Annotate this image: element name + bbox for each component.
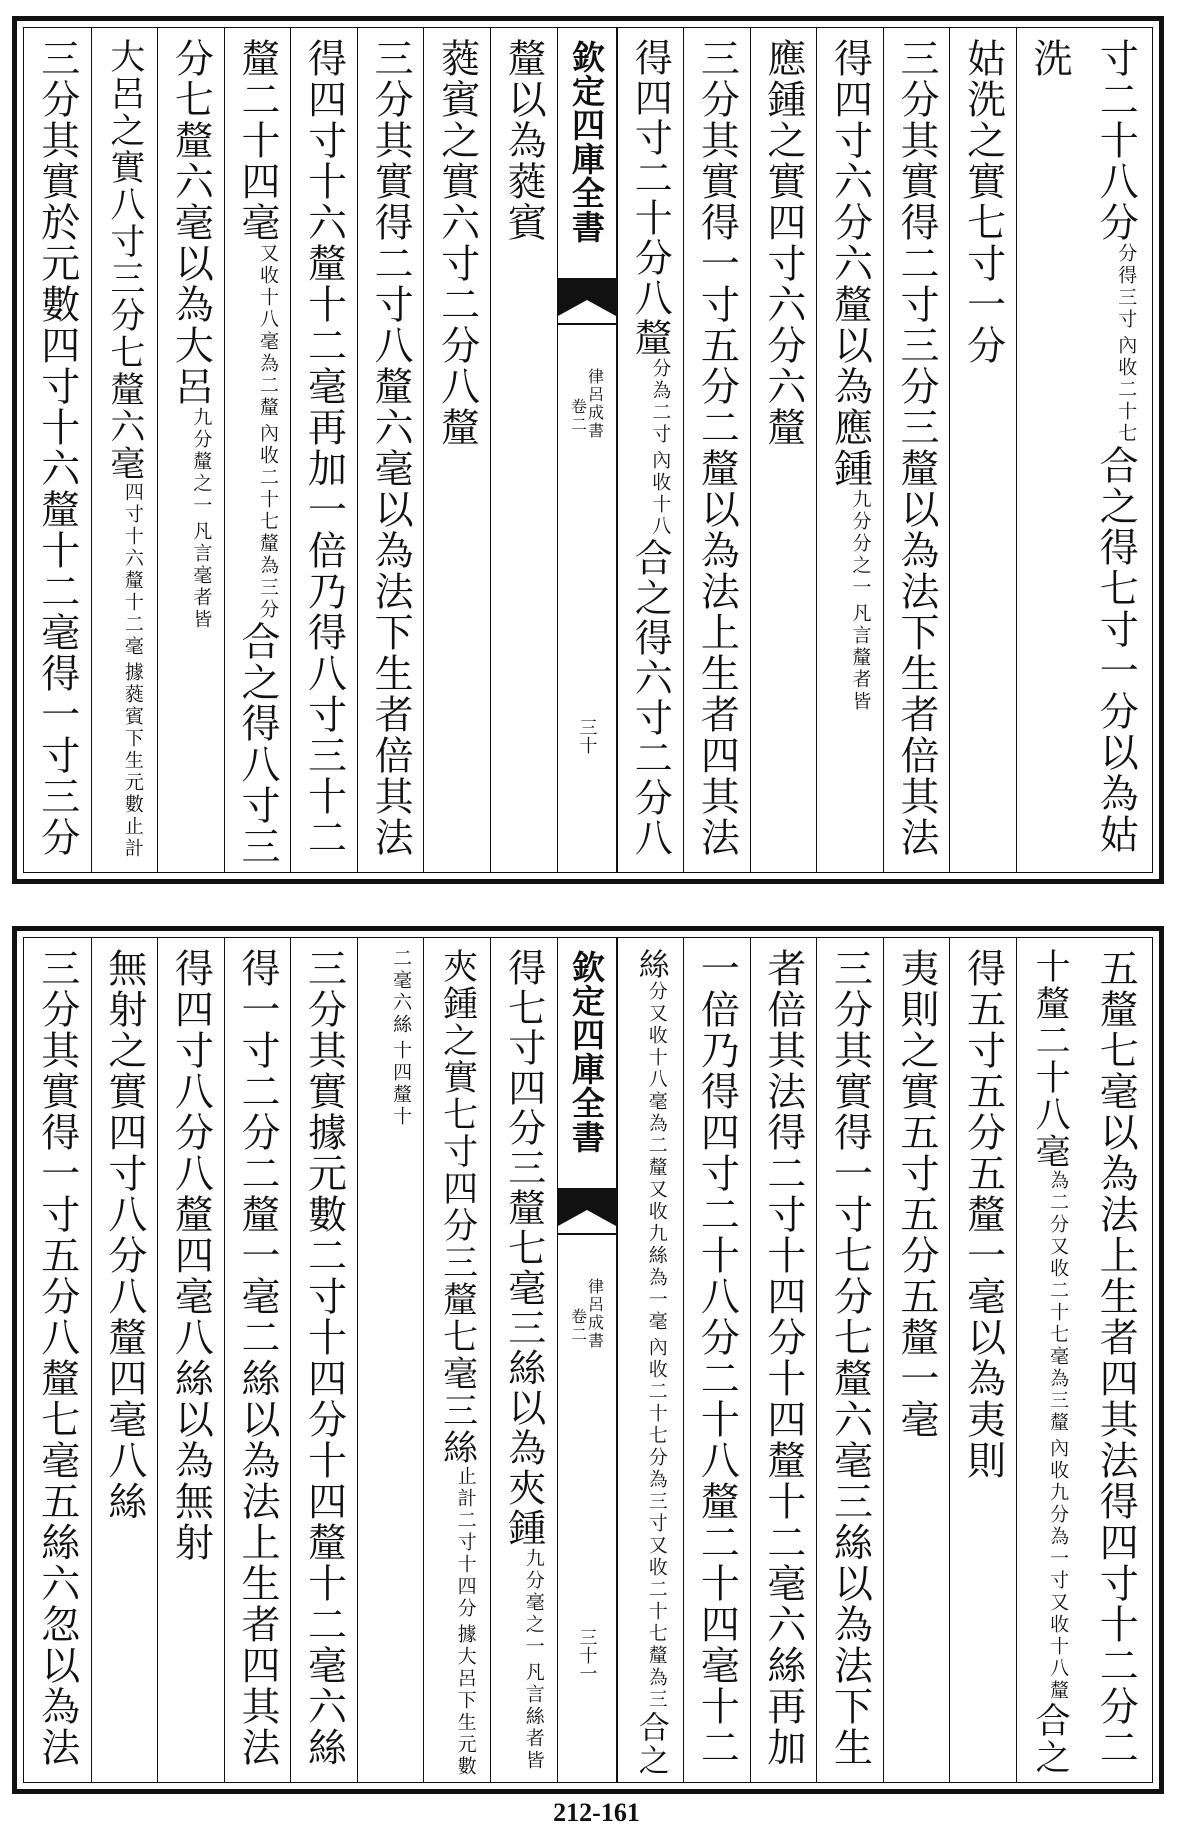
- note-line: 九分釐之一: [190, 407, 213, 517]
- note-line: 凡言毫者皆: [190, 521, 213, 631]
- text-column: [423, 28, 490, 872]
- text-column: [1082, 938, 1149, 1782]
- note-line: 分得三寸: [1115, 243, 1138, 331]
- note-line: 據大呂下生元數: [454, 1624, 477, 1778]
- interlinear-note: [524, 1548, 543, 1772]
- book-title: 欽定四庫全書: [567, 40, 606, 244]
- main-text: 三分其實得二寸八釐六毫以為法下生者倍其法: [368, 38, 414, 858]
- column-text: [760, 38, 806, 448]
- column-text: [34, 948, 80, 1768]
- bottom-page-frame: [23, 937, 1153, 1783]
- book-title: 欽定四庫全書: [567, 950, 606, 1154]
- volume-label: 卷二: [568, 1308, 588, 1344]
- column-text: [760, 948, 806, 1768]
- column-text: [101, 948, 147, 1522]
- column-text: [1027, 38, 1073, 79]
- text-column: [883, 28, 950, 872]
- column-text: [960, 948, 1006, 1481]
- main-text: 釐二十四毫: [234, 38, 280, 243]
- leaf-number: 三十一: [576, 1628, 598, 1682]
- note-line: 為二分又收二十七毫為三釐: [1047, 1170, 1070, 1434]
- main-text: 得四寸六分六釐以為應鍾: [827, 38, 873, 489]
- main-text-continued: 合之: [1030, 1702, 1071, 1776]
- center-margin-column: [557, 938, 617, 1782]
- note-line: 內收二十七分為三寸又收二十七釐為三: [645, 1337, 668, 1711]
- text-column: [91, 938, 158, 1782]
- text-column: [91, 28, 158, 872]
- column-text: [168, 38, 214, 631]
- interlinear-note: [1115, 243, 1138, 445]
- column-text: [827, 948, 873, 1768]
- note-line: 凡言絲者皆: [522, 1662, 545, 1772]
- column-text: [827, 38, 873, 713]
- fishtail-mark-icon: [558, 278, 616, 328]
- main-text: 三分其實得一寸五分八釐七毫五絲六忽以為法: [34, 948, 80, 1768]
- center-margin-column: [557, 28, 617, 872]
- note-line: 止計二寸十四分: [454, 1466, 477, 1620]
- text-column: [157, 28, 224, 872]
- book-name: 律呂成書: [585, 1278, 605, 1350]
- text-column: [224, 938, 291, 1782]
- column-text: [234, 38, 280, 867]
- text-column: [750, 28, 817, 872]
- text-column: [1016, 938, 1083, 1782]
- text-column: [290, 938, 357, 1782]
- column-text: [894, 948, 940, 1440]
- main-text: 三分其實於元數四寸十六釐十二毫得一寸三分: [34, 38, 80, 858]
- main-text: 姑洗之實七寸一分: [960, 38, 1006, 366]
- main-text: 得五寸五分五釐一毫以為夷則: [960, 948, 1006, 1481]
- fishtail-mark-icon: [558, 1188, 616, 1238]
- interlinear-note: [649, 358, 672, 538]
- top-page-panel: [12, 16, 1164, 884]
- text-column: [1016, 28, 1083, 872]
- text-column: [1082, 28, 1149, 872]
- text-column: [224, 28, 291, 872]
- interlinear-note: [258, 243, 277, 621]
- interlinear-note: [123, 482, 142, 860]
- main-text: 十釐二十八毫: [1030, 948, 1071, 1170]
- column-text: [628, 38, 673, 858]
- column-text: [301, 948, 347, 1768]
- text-column: [816, 938, 883, 1782]
- main-text: 五釐七毫以為法上生者四其法得四寸十二分二: [1093, 948, 1139, 1768]
- text-column: [490, 938, 557, 1782]
- leaf-number: 三十: [576, 718, 598, 754]
- text-column: [883, 938, 950, 1782]
- column-text: [632, 948, 669, 1777]
- text-column: [617, 28, 684, 872]
- main-text-continued: 合之得八寸三: [234, 621, 280, 867]
- text-column: [683, 938, 750, 1782]
- note-line: 四寸十六釐十二毫: [121, 482, 144, 658]
- main-text-continued: 合之得六寸二分八: [628, 538, 673, 858]
- column-text: [371, 948, 413, 1128]
- column-text: [168, 948, 214, 1563]
- interlinear-note: [190, 407, 213, 631]
- note-line: 內收二十七釐為三分: [256, 423, 279, 621]
- note-line: 二毫六絲: [390, 948, 413, 1036]
- main-text: 夷則之實五寸五分五釐一毫: [894, 948, 940, 1440]
- note-line: 內收九分為一寸又收十八釐: [1047, 1438, 1070, 1702]
- text-column: [157, 938, 224, 1782]
- main-text: 分七釐六毫以為大呂: [168, 38, 214, 407]
- main-text: 得四寸十六釐十二毫再加一倍乃得八寸三十二: [301, 38, 347, 858]
- interlinear-note: [647, 981, 666, 1711]
- text-column: [816, 28, 883, 872]
- main-text: 者倍其法得二寸十四分十四釐十二毫六絲再加: [760, 948, 806, 1768]
- main-text: 得七寸四分三釐七毫三絲以為夾鍾: [501, 948, 546, 1548]
- note-line: 內收二十七: [1115, 335, 1138, 445]
- column-text: [234, 948, 280, 1768]
- column-text: [104, 38, 145, 860]
- text-column: [24, 938, 91, 1782]
- main-text: 三分其實據元數二寸十四分十四釐十二毫六絲: [301, 948, 347, 1768]
- column-text: [694, 948, 740, 1768]
- text-column: [617, 938, 684, 1782]
- main-text: 洗: [1027, 38, 1073, 79]
- text-column: [423, 938, 490, 1782]
- column-text: [1030, 948, 1071, 1776]
- note-line: 據蕤賓下生元數止計: [121, 662, 144, 860]
- interlinear-note: [1047, 1170, 1070, 1702]
- note-line: 分為二寸: [649, 358, 672, 446]
- column-text: [434, 38, 480, 448]
- main-text: 無射之實四寸八分八釐四毫八絲: [101, 948, 147, 1522]
- note-line: 凡言釐者皆: [849, 603, 872, 713]
- page-number: 212-161: [553, 1798, 640, 1827]
- text-column: [949, 28, 1016, 872]
- text-column: [290, 28, 357, 872]
- note-line: 十四釐十: [390, 1040, 413, 1128]
- text-column: [750, 938, 817, 1782]
- main-text: 應鍾之實四寸六分六釐: [760, 38, 806, 448]
- volume-label: 卷二: [568, 398, 588, 434]
- main-text: 得四寸二十分八釐: [628, 38, 673, 358]
- text-column: [683, 28, 750, 872]
- interlinear-note: [849, 489, 872, 713]
- note-line: 又收十八毫為二釐: [256, 243, 279, 419]
- interlinear-note: [456, 1466, 475, 1778]
- text-column: [24, 28, 91, 872]
- main-text: 釐以為蕤賓: [501, 38, 547, 243]
- main-text: 得四寸八分八釐四毫八絲以為無射: [168, 948, 214, 1563]
- column-text: [501, 948, 546, 1772]
- book-name: 律呂成書: [585, 368, 605, 440]
- text-column: [357, 938, 424, 1782]
- main-text: 蕤賓之實六寸二分八釐: [434, 38, 480, 448]
- main-text: 絲: [632, 948, 669, 981]
- column-text: [1093, 38, 1139, 855]
- column-text: [368, 38, 414, 858]
- note-line: 九分分之一: [849, 489, 872, 599]
- text-column: [490, 28, 557, 872]
- main-text: 寸二十八分: [1093, 38, 1139, 243]
- main-text: 三分其實得二寸三分三釐以為法下生者倍其法: [894, 38, 940, 858]
- column-text: [1093, 948, 1139, 1768]
- column-text: [301, 38, 347, 858]
- main-text: 夾鍾之實七寸四分三釐七毫三絲: [437, 948, 478, 1466]
- note-line: 九分毫之一: [522, 1548, 545, 1658]
- note-line: 內收十八: [649, 450, 672, 538]
- column-text: [501, 38, 547, 243]
- interlinear-note: [390, 948, 413, 1128]
- top-page-frame: [23, 27, 1153, 873]
- main-text-continued: 合之: [632, 1711, 669, 1777]
- main-text: 一倍乃得四寸二十八分二十八釐二十四毫十二: [694, 948, 740, 1768]
- bottom-page-panel: [12, 926, 1164, 1794]
- text-column: [949, 938, 1016, 1782]
- column-text: [694, 38, 740, 858]
- column-text: [34, 38, 80, 858]
- text-column: [357, 28, 424, 872]
- column-text: [960, 38, 1006, 366]
- main-text: 大呂之實八寸三分七釐六毫: [104, 38, 145, 482]
- main-text: 三分其實得一寸七分七釐六毫三絲以為法下生: [827, 948, 873, 1768]
- note-line: 分又收十八毫為二釐又收九絲為一毫: [645, 981, 668, 1333]
- main-text-continued: 合之得七寸一分以為姑: [1093, 445, 1139, 855]
- main-text: 得一寸二分二釐一毫二絲以為法上生者四其法: [234, 948, 280, 1768]
- column-text: [437, 948, 478, 1778]
- main-text: 三分其實得一寸五分二釐以為法上生者四其法: [694, 38, 740, 858]
- column-text: [894, 38, 940, 858]
